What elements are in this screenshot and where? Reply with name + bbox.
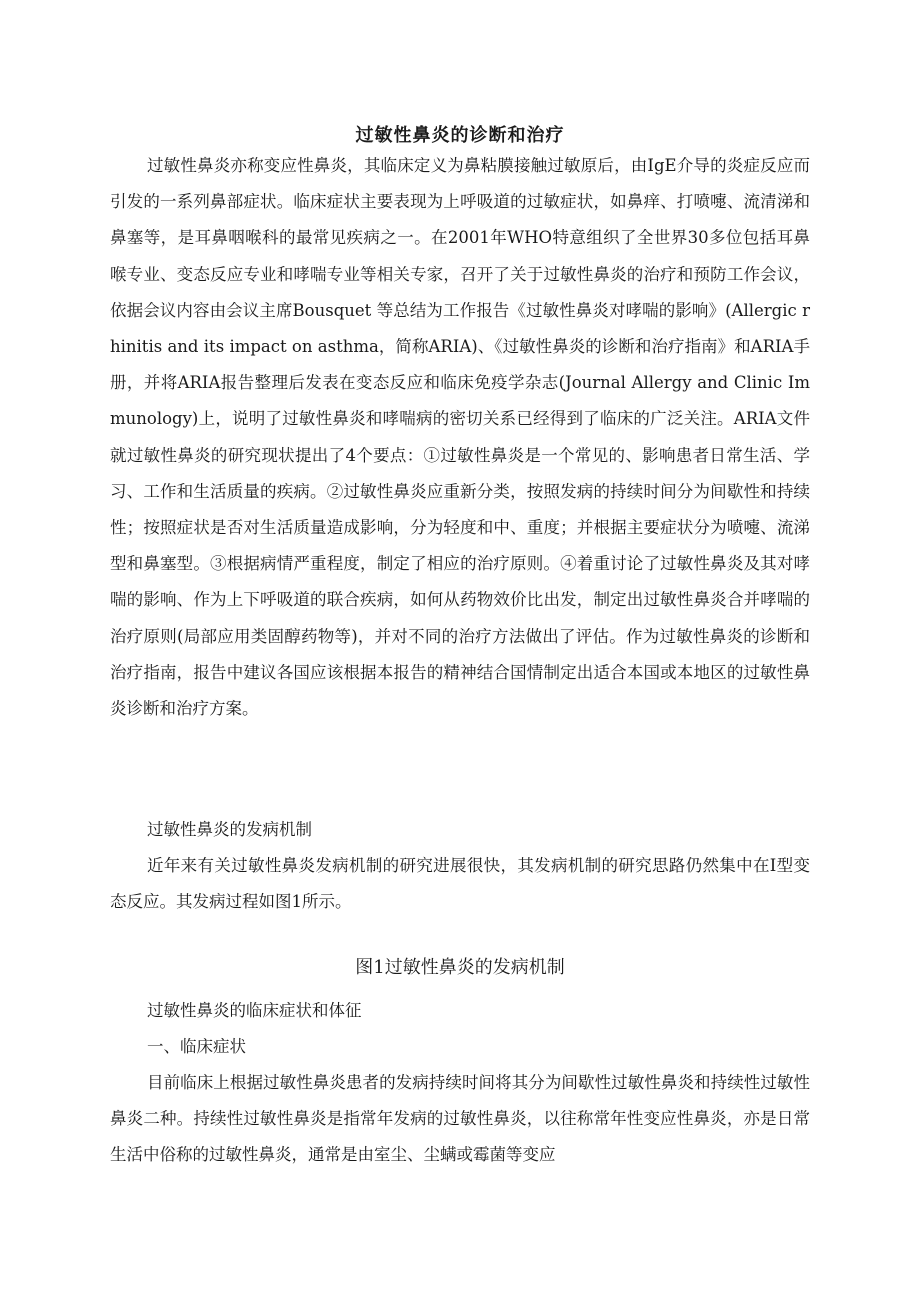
pathogenesis-paragraph: 近年来有关过敏性鼻炎发病机制的研究进展很快，其发病机制的研究思路仍然集中在I型变态反应。其发病过程如图1所示。 [110,856,810,912]
section-heading-pathogenesis: 过敏性鼻炎的发病机制 [147,820,312,839]
document-title: 过敏性鼻炎的诊断和治疗 [355,125,565,146]
subsection-heading-clinical-symptoms: 一、临床症状 [147,1037,246,1056]
symptoms-paragraph: 目前临床上根据过敏性鼻炎患者的发病持续时间将其分为间歇性过敏性鼻炎和持续性过敏性鼻炎二种。持续性过敏性鼻炎是指常年发病的过敏性鼻炎，以往称常年性变应性鼻炎，亦是日常生活中俗称的过敏性鼻炎，通常是由室尘、尘螨或霉菌等变应 [110,1073,810,1165]
section-heading-symptoms: 过敏性鼻炎的临床症状和体征 [147,1001,362,1020]
figure-caption: 图1过敏性鼻炎的发病机制 [355,957,565,978]
intro-paragraph: 过敏性鼻炎亦称变应性鼻炎，其临床定义为鼻粘膜接触过敏原后，由IgE介导的炎症反应而引发的一系列鼻部症状。临床症状主要表现为上呼吸道的过敏症状，如鼻痒、打喷嚏、流清涕和鼻塞等，是耳鼻咽喉科的最常见疾病之一。在2001年WHO特意组织了全世界30多位包括耳鼻喉专业、变态反应专业和哮喘专业等相关专家，召开了关于过敏性鼻炎的治疗和预防工作会议，依据会议内容由会议主席Bousquet 等总结为工作报告《过敏性鼻炎对哮喘的影响》(Allergic rhinitis and its impact on asthma，简称ARIA)、《过敏性鼻炎的诊断和治疗指南》和ARIA手册，并将ARIA报告整理后发表在变态反应和临床免疫学杂志(Journal Allergy and Clinic Immunology)上，说明了过敏性鼻炎和哮喘病的密切关系已经得到了临床的广泛关注。ARIA文件就过敏性鼻炎的研究现状提出了4个要点：①过敏性鼻炎是一个常见的、影响患者日常生活、学习、工作和生活质量的疾病。②过敏性鼻炎应重新分类，按照发病的持续时间分为间歇性和持续性；按照症状是否对生活质量造成影响，分为轻度和中、重度；并根据主要症状分为喷嚏、流涕型和鼻塞型。③根据病情严重程度，制定了相应的治疗原则。④着重讨论了过敏性鼻炎及其对哮喘的影响、作为上下呼吸道的联合疾病，如何从药物效价比出发，制定出过敏性鼻炎合并哮喘的治疗原则(局部应用类固醇药物等)，并对不同的治疗方法做出了评估。作为过敏性鼻炎的诊断和治疗指南，报告中建议各国应该根据本报告的精神结合国情制定出适合本国或本地区的过敏性鼻炎诊断和治疗方案。 [110,156,810,719]
